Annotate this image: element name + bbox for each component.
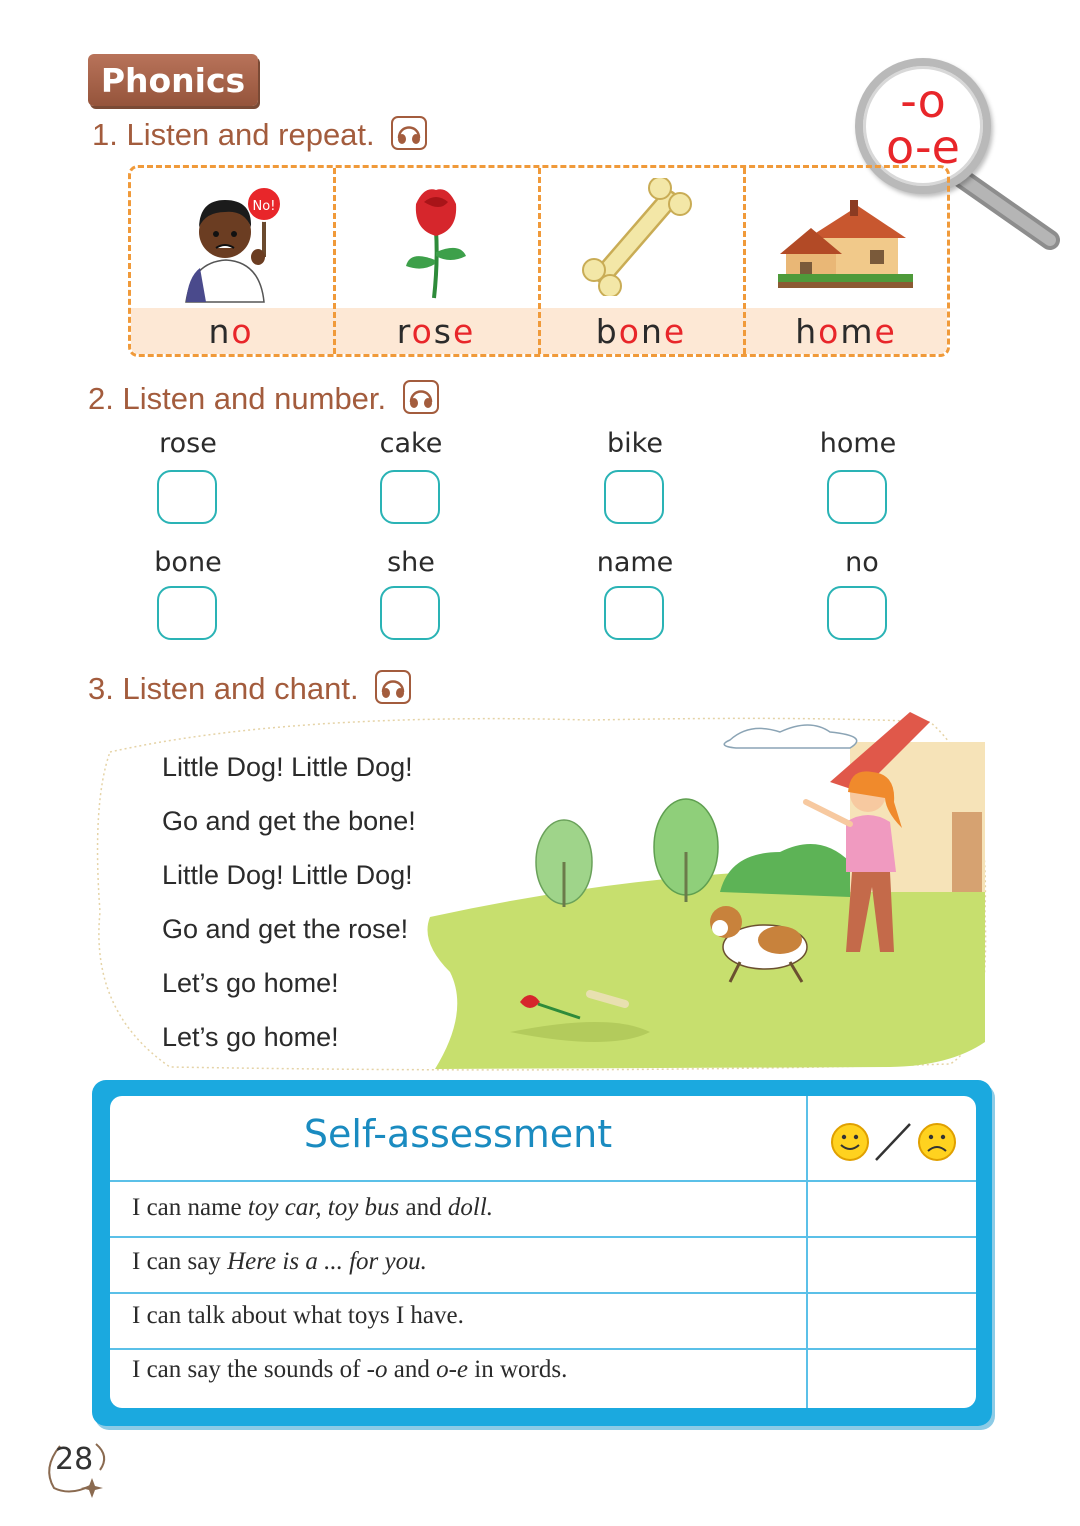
number-word: bone	[154, 547, 222, 578]
assessment-answer-cell[interactable]	[810, 1295, 974, 1347]
headphones-icon[interactable]	[375, 670, 411, 712]
number-word: she	[387, 547, 435, 578]
number-word: bike	[607, 428, 663, 459]
chant-line: Let’s go home!	[162, 968, 339, 998]
chant-line: Go and get the bone!	[162, 806, 416, 836]
section-1-title-text: 1. Listen and repeat.	[92, 117, 375, 153]
table-divider	[110, 1180, 976, 1182]
number-answer-box[interactable]	[380, 586, 440, 640]
page-number: 28	[55, 1442, 94, 1477]
section-1-title	[92, 116, 427, 158]
number-answer-box[interactable]	[604, 470, 664, 524]
boy-with-no-sign-image	[178, 182, 288, 304]
number-answer-box[interactable]	[827, 586, 887, 640]
number-answer-box[interactable]	[380, 470, 440, 524]
phonics-word-no: no	[208, 312, 254, 351]
number-word: no	[845, 547, 879, 578]
table-divider	[110, 1236, 976, 1238]
assessment-answer-cell[interactable]	[810, 1351, 974, 1405]
number-word: rose	[159, 428, 217, 459]
phonics-word-bone: bone	[595, 312, 687, 351]
smile-frown-icon	[826, 1118, 962, 1166]
number-answer-box[interactable]	[157, 586, 217, 640]
house-image	[778, 198, 913, 294]
assessment-row: I can name toy car, toy bus and doll.	[132, 1194, 494, 1221]
assessment-row: I can say the sounds of -o and o-e in words.	[132, 1356, 568, 1383]
assessment-answer-cell[interactable]	[810, 1183, 974, 1235]
sign-text: No!	[252, 199, 276, 214]
number-answer-box[interactable]	[604, 586, 664, 640]
number-answer-box[interactable]	[827, 470, 887, 524]
magnifier-line-1: -o	[900, 74, 946, 128]
self-assessment-title: Self-assessment	[303, 1112, 613, 1156]
rose-image	[400, 182, 472, 300]
chant-line: Little Dog! Little Dog!	[162, 860, 413, 890]
table-divider	[110, 1348, 976, 1350]
chant-line: Let’s go home!	[162, 1022, 339, 1052]
phonics-word-home: home	[795, 312, 897, 351]
phonics-word-rose: rose	[396, 312, 476, 351]
number-word: cake	[379, 428, 443, 459]
assessment-row: I can say Here is a ... for you.	[132, 1248, 427, 1275]
section-2-title	[88, 380, 439, 422]
bone-image	[580, 178, 700, 296]
table-divider	[110, 1292, 976, 1294]
number-word: name	[596, 547, 674, 578]
number-word: home	[819, 428, 897, 459]
headphones-icon[interactable]	[391, 116, 427, 158]
section-3-title-text: 3. Listen and chant.	[88, 671, 359, 707]
assessment-row: I can talk about what toys I have.	[132, 1302, 464, 1329]
magnifier-line-2: o-e	[886, 120, 960, 174]
phonics-tag: Phonics	[88, 54, 258, 106]
assessment-answer-cell[interactable]	[810, 1239, 974, 1291]
chant-line: Little Dog! Little Dog!	[162, 752, 413, 782]
chant-line: Go and get the rose!	[162, 914, 409, 944]
section-3-title	[88, 670, 411, 712]
section-2-title-text: 2. Listen and number.	[88, 381, 387, 417]
number-answer-box[interactable]	[157, 470, 217, 524]
headphones-icon[interactable]	[403, 380, 439, 422]
table-column-divider	[806, 1096, 808, 1408]
